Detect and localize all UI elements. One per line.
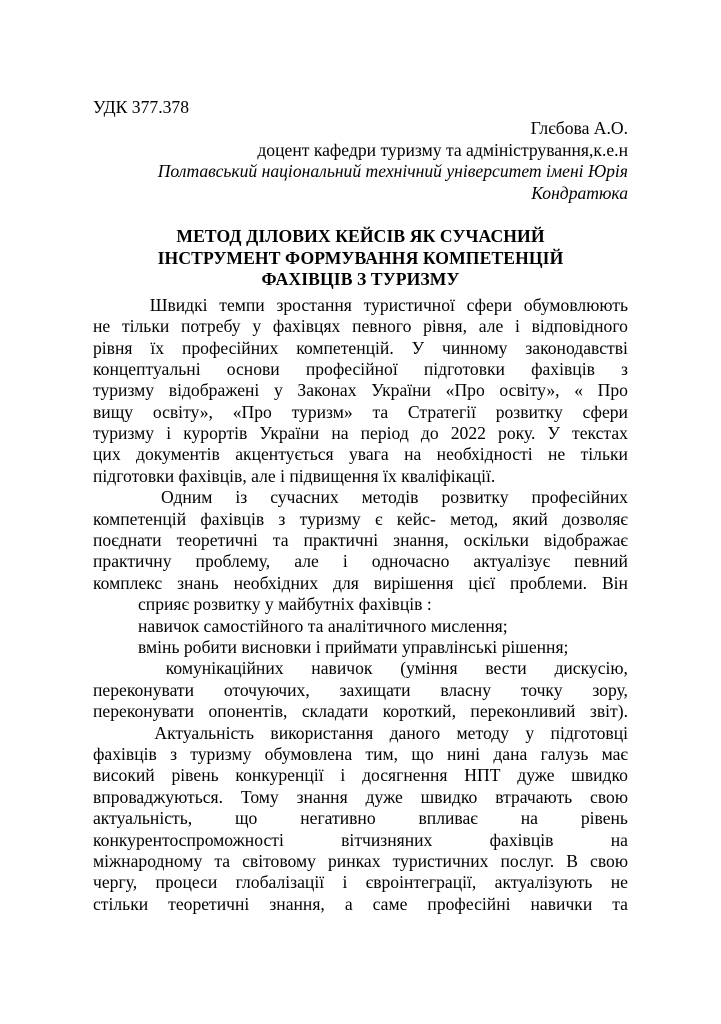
paragraph-1-line-2 — [93, 316, 628, 337]
affiliation-line-1 — [93, 161, 628, 182]
paragraph-2 — [93, 487, 628, 615]
word: використання — [270, 722, 374, 743]
word: процеси — [155, 872, 218, 893]
word: стільки — [93, 893, 149, 914]
word: актуалізує — [473, 551, 551, 572]
word: певний — [574, 551, 628, 572]
word: тільки — [121, 316, 170, 337]
word: є — [374, 508, 383, 529]
word: практичну — [93, 551, 172, 572]
paragraph-3-line-1 — [93, 723, 628, 744]
word: текстах — [572, 423, 628, 444]
word: рівня, — [423, 316, 468, 337]
title-text-1: МЕТОД ДІЛОВИХ КЕЙСІВ ЯК СУЧАСНИЙ — [176, 225, 545, 246]
word: високий — [93, 765, 155, 786]
word: У — [547, 423, 560, 444]
word: одночасно — [371, 551, 450, 572]
paragraph-1 — [93, 295, 628, 488]
word: тим, — [365, 743, 399, 764]
word: « — [574, 380, 583, 401]
word: у — [273, 380, 283, 401]
word: необхідності — [436, 444, 533, 465]
word: сфери — [466, 294, 513, 315]
word: документів — [136, 444, 220, 465]
word: переконливий — [470, 701, 576, 722]
word: вести — [485, 658, 527, 679]
title-line-1 — [93, 226, 628, 248]
word: переконувати — [93, 701, 195, 722]
word: професійні — [427, 893, 511, 914]
word: туризм» — [291, 401, 353, 422]
word: сфери — [582, 401, 628, 422]
word: відповідного — [531, 316, 628, 337]
word: для — [333, 572, 359, 593]
word: швидко — [420, 786, 478, 807]
author-name: Глєбова А.О. — [530, 118, 628, 139]
word: Стратегії — [407, 401, 476, 422]
word: сучасних — [270, 487, 339, 508]
word: світовому — [242, 850, 316, 871]
word: фахівців — [200, 508, 265, 529]
word: дискусію, — [554, 658, 628, 679]
paragraph-3-line-3 — [93, 765, 628, 786]
word: теоретичні — [176, 530, 258, 551]
word: дана — [493, 743, 528, 764]
word: із — [235, 487, 248, 508]
word: рівень — [580, 808, 628, 829]
word: дуже — [517, 765, 555, 786]
word: «Про — [445, 380, 485, 401]
word: та — [214, 850, 231, 871]
word: Законах — [297, 380, 357, 401]
word: увага — [349, 444, 389, 465]
word: теоретичні — [168, 893, 250, 914]
word: чинному — [441, 337, 508, 358]
word: чергу, — [93, 872, 138, 893]
word: рівень — [171, 765, 219, 786]
word: Про — [597, 380, 628, 401]
word: компетенцій. — [296, 337, 394, 358]
word: знання, — [393, 530, 449, 551]
paragraph-1-line-7 — [93, 423, 628, 444]
author-line — [93, 118, 628, 139]
word: України — [371, 380, 431, 401]
word: а — [344, 893, 353, 914]
word: обумовлюють — [523, 294, 628, 315]
word: не — [93, 316, 111, 337]
udk-line — [93, 97, 628, 118]
paragraph-1-line-8 — [93, 444, 628, 465]
word: у — [525, 722, 535, 743]
byline-block — [93, 118, 628, 161]
word: туризму — [93, 380, 155, 401]
paragraph-2-line-3 — [93, 530, 628, 551]
word: вищу — [93, 401, 134, 422]
paragraph-1-line-5 — [93, 380, 628, 401]
word: 2022 — [450, 423, 486, 444]
list-item — [93, 616, 628, 637]
competency-list — [93, 616, 628, 723]
word: міжнародному — [93, 850, 203, 871]
word: фахівців — [489, 829, 554, 850]
word: підготовки — [423, 358, 505, 379]
word: їх — [150, 337, 165, 358]
affiliation-line-2 — [93, 183, 628, 204]
word: євроінтеграції, — [365, 872, 477, 893]
word: освіту», — [152, 401, 213, 422]
word: В — [566, 850, 578, 871]
paragraph-1-line-9 — [93, 466, 628, 487]
word: дуже — [365, 786, 403, 807]
word: захищати — [339, 679, 411, 700]
word: але — [294, 551, 319, 572]
word: галузь — [540, 743, 589, 764]
word: розвитку — [495, 401, 563, 422]
word: зростання — [276, 294, 352, 315]
word: актуалізують — [494, 872, 593, 893]
word: НПТ — [464, 765, 501, 786]
paragraph-3 — [93, 723, 628, 916]
word: глобалізації — [235, 872, 325, 893]
word: свою — [590, 850, 628, 871]
word: з — [278, 508, 286, 529]
paragraph-3-line-7 — [93, 851, 628, 872]
word: курортів — [183, 423, 248, 444]
word: досягнення — [362, 765, 448, 786]
title-line-2 — [93, 248, 628, 270]
word: знання, — [269, 893, 325, 914]
paragraph-2-line-5 — [93, 573, 628, 594]
word: професійних — [181, 337, 279, 358]
word: конкурентоспроможності — [93, 829, 284, 850]
author-position: доцент кафедри туризму та адміністрування,к.е.н — [257, 139, 628, 160]
word: свою — [590, 786, 628, 807]
udk-block — [93, 97, 628, 118]
affiliation-text-2: Кондратюка — [531, 182, 628, 203]
word: метод, — [450, 508, 499, 529]
word: рівня — [93, 337, 133, 358]
list-item-2: вмінь робити висновки і приймати управлінські рішення; — [138, 636, 569, 657]
word: фахівцях — [272, 316, 341, 337]
word: переконувати — [93, 679, 195, 700]
paragraph-3-line-2 — [93, 744, 628, 765]
word: Швидкі — [149, 294, 208, 315]
word: (уміння — [400, 658, 458, 679]
word: звіт). — [589, 701, 628, 722]
word: нині — [446, 743, 481, 764]
paragraph-3-line-6 — [93, 830, 628, 851]
udk-text: УДК 377.378 — [93, 97, 189, 117]
word: впроваджуються. — [93, 786, 224, 807]
document-title — [93, 226, 628, 291]
word: з — [170, 743, 178, 764]
word: комплекс — [93, 572, 163, 593]
word: концептуальні — [93, 358, 201, 379]
word: саме — [372, 893, 408, 914]
paragraph-2-line-4 — [93, 551, 628, 572]
word: точку — [520, 679, 563, 700]
word: складати — [301, 701, 369, 722]
word: даного — [389, 722, 441, 743]
word: відображає — [543, 530, 628, 551]
word: року. — [498, 423, 536, 444]
word: фахівців — [93, 743, 157, 764]
word: відображені — [168, 380, 260, 401]
word: що — [411, 743, 434, 764]
list-item — [93, 637, 628, 658]
paragraph-1-line-4 — [93, 359, 628, 380]
word: і — [340, 765, 346, 786]
word: дозволяє — [562, 508, 628, 529]
word: Одним — [160, 487, 213, 508]
word: знань — [177, 572, 219, 593]
word: і — [342, 551, 348, 572]
document-content — [93, 97, 628, 915]
word: проблему, — [195, 551, 271, 572]
word: тільки — [580, 444, 628, 465]
p2-l6: сприяє розвитку у майбутніх фахівців : — [138, 594, 432, 615]
word: професійних — [531, 487, 628, 508]
paragraph-3-line-9 — [93, 894, 628, 915]
word: необхідних — [233, 572, 319, 593]
word: має — [601, 743, 628, 764]
word: втрачають — [495, 786, 573, 807]
word: конкуренції — [235, 765, 324, 786]
word: не — [610, 872, 628, 893]
word: ринках — [328, 850, 381, 871]
word: на — [520, 808, 538, 829]
word: «Про — [232, 401, 272, 422]
word: компетенцій — [93, 508, 187, 529]
word: у — [252, 316, 262, 337]
word: та — [612, 893, 628, 914]
affiliation-text-1: Полтавський національний технічний університет імені Юрія — [157, 161, 628, 182]
word: Він — [601, 572, 628, 593]
paragraph-1-line-3 — [93, 338, 628, 359]
title-line-3 — [93, 269, 628, 291]
word: темпи — [219, 294, 265, 315]
word: акцентується — [235, 444, 334, 465]
author-position-line — [93, 140, 628, 161]
word: вирішення — [373, 572, 454, 593]
word: туризму — [299, 508, 361, 529]
word: навичок — [311, 658, 373, 679]
word: до — [420, 423, 439, 444]
word: цієї — [468, 572, 496, 593]
word: практичні — [303, 530, 379, 551]
word: потребу — [181, 316, 241, 337]
list-item-1: навичок самостійного та аналітичного мислення; — [138, 615, 508, 636]
paragraph-3-line-4 — [93, 787, 628, 808]
word: Тому — [240, 786, 279, 807]
word: оскільки — [463, 530, 529, 551]
paragraph-3-line-5 — [93, 808, 628, 829]
word: не — [548, 444, 566, 465]
word: оточуючих, — [223, 679, 310, 700]
word: на — [404, 444, 422, 465]
title-text-3: ФАХІВЦІВ З ТУРИЗМУ — [261, 269, 460, 290]
word: і — [166, 423, 172, 444]
paragraph-2-line-2 — [93, 509, 628, 530]
word: і — [515, 316, 520, 337]
word: У — [411, 337, 425, 358]
word: туристичних — [392, 850, 489, 871]
word: опонентів, — [208, 701, 288, 722]
word: фахівців — [531, 358, 595, 379]
word: Актуальність — [154, 722, 255, 743]
word: розвитку — [441, 487, 509, 508]
word: період — [360, 423, 409, 444]
word: зору, — [592, 679, 628, 700]
word: туризму — [190, 743, 252, 764]
word: але — [478, 316, 504, 337]
word: навички — [530, 893, 593, 914]
word: методів — [361, 487, 419, 508]
word: проблеми. — [509, 572, 588, 593]
word: поєднати — [93, 530, 162, 551]
list-item — [93, 658, 628, 679]
word: і — [342, 872, 348, 893]
word: методу — [456, 722, 509, 743]
paragraph-3-line-8 — [93, 872, 628, 893]
word: знання — [296, 786, 348, 807]
word: основи — [226, 358, 280, 379]
paragraph-1-line-1 — [93, 295, 628, 316]
p1-l9: підготовки фахівців, але і підвищення їх кваліфікації. — [93, 465, 496, 486]
paragraph-1-line-6 — [93, 402, 628, 423]
word: професійної — [305, 358, 398, 379]
word: та — [372, 401, 389, 422]
list-item-cont — [93, 680, 628, 701]
word: що — [235, 808, 258, 829]
word: який — [512, 508, 548, 529]
word: цих — [93, 444, 121, 465]
word: вітчизняних — [341, 829, 433, 850]
word: законодавстві — [525, 337, 628, 358]
paragraph-2-line-1 — [93, 487, 628, 508]
word: швидко — [571, 765, 628, 786]
word: негативно — [300, 808, 376, 829]
word: з — [621, 358, 628, 379]
word: впливає — [418, 808, 478, 829]
word: певного — [352, 316, 412, 337]
list-item-cont — [93, 701, 628, 722]
word: на — [331, 423, 349, 444]
word: освіту», — [499, 380, 560, 401]
word: на — [610, 829, 628, 850]
word: туристичної — [363, 294, 455, 315]
title-text-2: ІНСТРУМЕНТ ФОРМУВАННЯ КОМПЕТЕНЦІЙ — [157, 247, 564, 268]
word: власну — [440, 679, 491, 700]
word: обумовлена — [264, 743, 353, 764]
word: актуальність, — [93, 808, 193, 829]
word: України — [259, 423, 320, 444]
paragraph-2-line-6 — [93, 594, 628, 615]
word: кейс- — [396, 508, 436, 529]
word: туризму — [93, 423, 155, 444]
word: підготовці — [550, 722, 628, 743]
affiliation-block — [93, 161, 628, 204]
word: та — [272, 530, 289, 551]
word: послуг. — [500, 850, 555, 871]
word: короткий, — [382, 701, 456, 722]
word: комунікаційних — [165, 658, 284, 679]
